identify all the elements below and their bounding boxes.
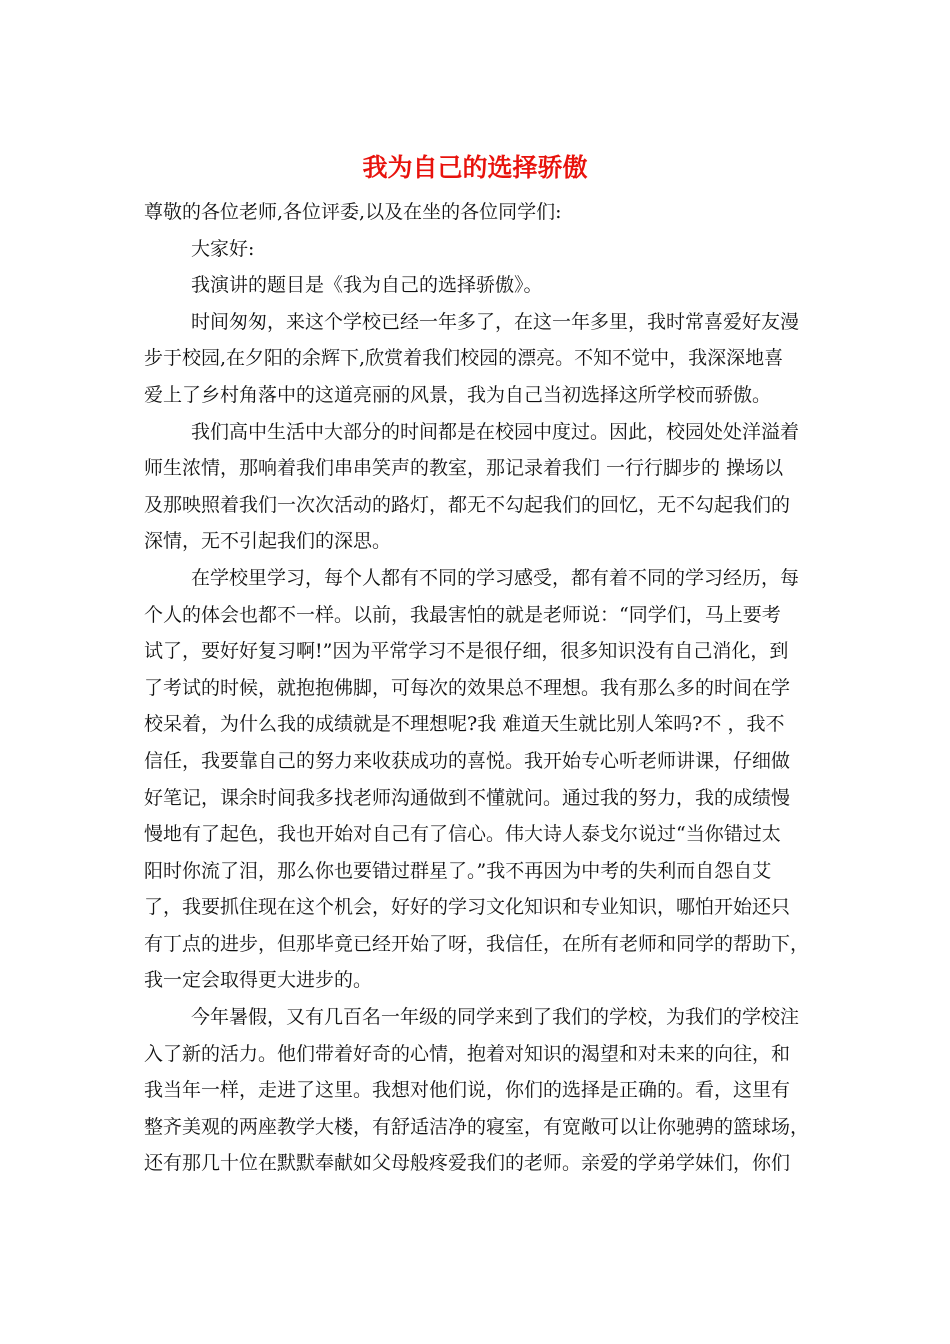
paragraph-line: 了考试的时候，就抱抱佛脚，可每次的效果总不理想。我有那么多的时间在学 xyxy=(144,676,791,699)
paragraph-line: 校呆着，为什么我的成绩就是不理想呢?我 难道天生就比别人笨吗?不 ，我不 xyxy=(144,713,785,736)
paragraph-line: 阳时你流了泪，那么你也要错过群星了。”我不再因为中考的失利而自怨自艾 xyxy=(144,859,772,882)
document-body xyxy=(144,194,810,1182)
salutation-line: 尊敬的各位老师,各位评委,以及在坐的各位同学们: xyxy=(144,201,562,223)
paragraph-line: 信任，我要靠自己的努力来收获成功的喜悦。我开始专心听老师讲课，仔细做 xyxy=(144,749,791,772)
topic-line: 我演讲的题目是《我为自己的选择骄傲》。 xyxy=(191,274,543,297)
paragraph-line: 试了，要好好复习啊!”因为平常学习不是很仔细，很多知识没有自己消化，到 xyxy=(144,640,789,663)
paragraph-line: 入了新的活力。他们带着好奇的心情，抱着对知识的渴望和对未来的向往，和 xyxy=(144,1042,791,1065)
paragraph-line: 整齐美观的两座教学大楼，有舒适洁净的寝室，有宽敞可以让你驰骋的篮球场， xyxy=(144,1115,810,1138)
paragraph-line: 了，我要抓住现在这个机会，好好的学习文化知识和专业知识，哪怕开始还只 xyxy=(144,896,791,919)
paragraph-line: 个人的体会也都不一样。以前，我最害怕的就是老师说：“同学们，马上要考 xyxy=(144,603,781,626)
paragraph-line: 有丁点的进步，但那毕竟已经开始了呀，我信任，在所有老师和同学的帮助下， xyxy=(144,932,810,955)
paragraph-line: 时间匆匆，来这个学校已经一年多了，在这一年多里，我时常喜爱好友漫 xyxy=(191,310,800,333)
paragraph-line: 及那映照着我们一次次活动的路灯，都无不勾起我们的回忆，无不勾起我们的 xyxy=(144,493,791,516)
paragraph-line: 爱上了乡村角落中的这道亮丽的风景，我为自己当初选择这所学校而骄傲。 xyxy=(144,383,772,406)
paragraph-line: 慢地有了起色，我也开始对自己有了信心。伟大诗人泰戈尔说过“当你错过太 xyxy=(144,823,781,846)
paragraph-line: 今年暑假，又有几百名一年级的同学来到了我们的学校，为我们的学校注 xyxy=(191,1006,800,1029)
paragraph-line: 好笔记，课余时间我多找老师沟通做到不懂就问。通过我的努力，我的成绩慢 xyxy=(144,786,791,809)
paragraph-line: 我一定会取得更大进步的。 xyxy=(144,969,373,992)
greeting-line: 大家好: xyxy=(191,237,255,260)
paragraph-line: 还有那几十位在默默奉献如父母般疼爱我们的老师。亲爱的学弟学妹们，你们 xyxy=(144,1152,791,1175)
paragraph-line: 步于校园,在夕阳的余辉下,欣赏着我们校园的漂亮。不知不觉中，我深深地喜 xyxy=(144,347,784,370)
paragraph-line: 深情，无不引起我们的深思。 xyxy=(144,530,392,553)
document-title: 我为自己的选择骄傲 xyxy=(362,153,588,182)
paragraph-line: 我当年一样，走进了这里。我想对他们说，你们的选择是正确的。看，这里有 xyxy=(144,1079,791,1102)
paragraph-line: 我们高中生活中大部分的时间都是在校园中度过。因此，校园处处洋溢着 xyxy=(191,420,800,443)
paragraph-line: 在学校里学习，每个人都有不同的学习感受，都有着不同的学习经历，每 xyxy=(191,566,800,589)
paragraph-line: 师生浓情，那响着我们串串笑声的教室，那记录着我们 一行行脚步的 操场以 xyxy=(144,457,784,480)
